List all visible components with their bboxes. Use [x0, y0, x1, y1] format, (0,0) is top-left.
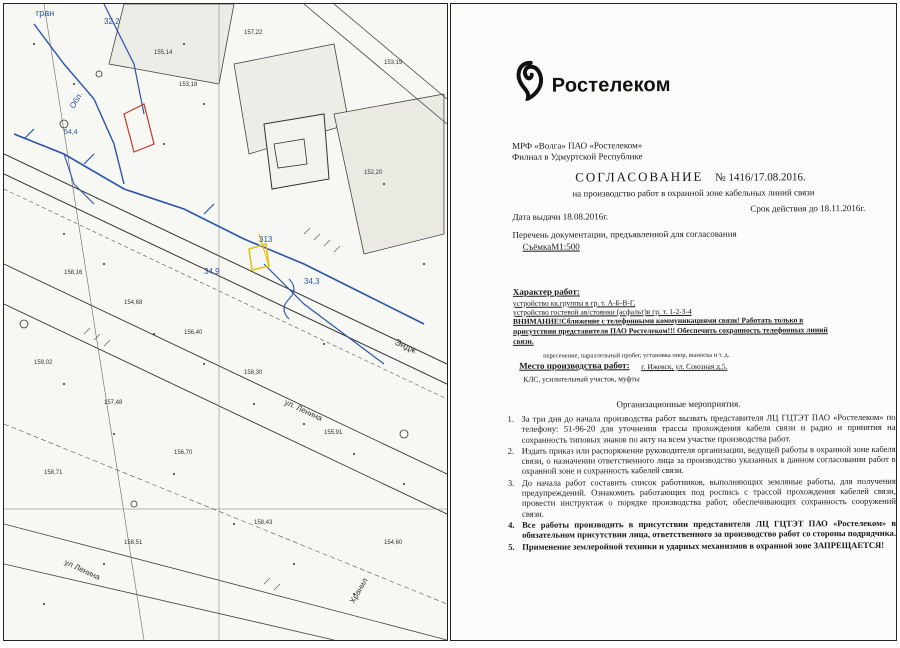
kls-line: КЛС, усилительный участок, муфты: [523, 374, 640, 384]
map-spot-18: 158,43: [254, 520, 273, 526]
map-label-shoulder: Обл.: [67, 90, 85, 110]
measure-num: 3.: [507, 477, 515, 488]
map-spot-4: 155,14: [154, 50, 173, 56]
warning-line-2: присутствии представителя ПАО Ростелеком!!! Обеспечить сохранность телефонных линий: [513, 325, 828, 336]
docs-list-label: Перечень документации, предъявленной для согласования: [512, 228, 737, 240]
map-spot-10: 159,02: [34, 360, 53, 366]
rostelecom-logo: [516, 60, 671, 101]
map-label-street-1: ул. Ленина: [283, 397, 324, 423]
work-line-2: устройство гостевой ав/стоянки (асфальт)в гр. т. 1-2-3-4: [512, 306, 692, 317]
map-spot-9: 156,40: [184, 330, 203, 336]
map-spot-6: 157,22: [244, 30, 263, 36]
map-spot-16: 152,20: [364, 170, 383, 176]
map-spot-15: 158,71: [44, 470, 63, 476]
map-label-corner: гран: [36, 8, 55, 18]
measure-num: 5.: [508, 541, 515, 552]
map-label-spot-2: 34,9: [204, 267, 220, 276]
location-label: Место производства работ:: [519, 360, 630, 371]
measure-text: Издать приказ или распоряжение руководителя организации, ведущей работы в охранной зоне кабеля связи, о назначении ответственного лица за производство указанных в данном согласовании работ в охранной зоне и сохранность кабелей связи.: [521, 443, 896, 477]
work-line-1: устройство кк.группы в гр. т. А-Б-В-Г,: [512, 298, 636, 308]
location-value: г. Ижевск, ул. Союзная д.5.: [641, 361, 728, 372]
measure-text: Все работы производить в присутствии представителя ЛЦ ГЦТЭТ ПАО «Ростелеком» в обязательном присутствии лица, ответственного за производство работ со стороны подрядчика.: [522, 517, 897, 541]
measure-text: До начала работ составить список работников, выполняющих земляные работы, для получения предупреждений. Ознакомить работающих под роспись с трассой прохождения кабелей связи, провести инструктаж о порядке производства работ, обеспечивающих сохранность сооружений связи.: [521, 475, 896, 519]
map-spot-14: 156,70: [174, 450, 193, 456]
map-spot-12: 157,48: [104, 400, 123, 406]
issue-date: Дата выдачи 18.08.2016г.: [512, 211, 609, 222]
map-spot-19: 158,51: [124, 540, 143, 546]
map-label-road: Эндж: [393, 336, 418, 356]
measure-text: За три дня до начала производства работ вызвать представителя ЛЦ ГЦТЭТ ПАО «Ростелеком» по телефону: 51-96-20 для уточнения трассы прохождения кабеля связи и радио и принятия на сохранность типовых знаков по акту на всем участке производства работ.: [521, 411, 896, 445]
measure-item-3: [508, 476, 896, 519]
map-spot-17: 153,15: [384, 60, 403, 66]
measures-list: [507, 412, 896, 553]
map-spot-13: 155,91: [324, 430, 343, 436]
approval-document-panel: [450, 3, 897, 641]
logo-text: Ростелеком: [551, 73, 671, 97]
measure-num: 2.: [507, 445, 515, 456]
map-label-street-3: Хранил: [347, 576, 370, 605]
measure-item-5: [508, 539, 896, 551]
map-spot-7: 158,16: [64, 270, 83, 276]
survey-map: [4, 4, 447, 640]
warning-line-1: ВНИМАНИЕ!Сближение с телефонными коммуникациями связи! Работать только в: [512, 315, 804, 326]
map-spot-5: 153,18: [179, 82, 198, 88]
rostelecom-logo-icon: [516, 61, 546, 101]
map-label-street-2: ул Ленина: [63, 557, 102, 582]
document-title: СОГЛАСОВАНИЕ: [575, 168, 704, 185]
org-line-1: МРФ «Волга» ПАО «Ростелеком»: [512, 140, 643, 151]
map-label-grade: 54,4: [64, 129, 78, 136]
valid-until: Срок действия до 18.11.2016г.: [750, 202, 866, 214]
docs-list-value: СъёмкаМ1:500: [522, 241, 580, 252]
measure-text: Применение землеройной техники и ударных механизмов в охранной зоне ЗАПРЕЩАЕТСЯ!: [522, 539, 885, 552]
measure-item-4: [508, 518, 896, 541]
work-header: Характер работ:: [512, 286, 580, 297]
map-label-spot-1: 34,3: [304, 277, 320, 286]
warning-line-3: связи.: [513, 336, 534, 346]
approval-document: [450, 3, 897, 641]
map-spot-20: 154,60: [384, 540, 403, 546]
map-spot-8: 154,68: [124, 300, 143, 306]
measure-num: 4.: [508, 519, 515, 530]
map-label-spot-3: 313: [259, 235, 273, 244]
document-number: № 1416/17.08.2016.: [715, 171, 806, 184]
measure-item-2: [508, 444, 896, 477]
measure-item-1: [507, 412, 895, 445]
crossing-note: пересечение, параллельный пробег, установка опор, выноска и т. д.: [543, 351, 730, 360]
map-label-vertical: 32,2: [104, 17, 120, 26]
document-subtitle: на производство работ в охранной зоне кабельных линий связи: [572, 187, 815, 199]
survey-map-panel: [3, 3, 448, 641]
map-spot-11: 158,30: [244, 370, 263, 376]
measure-num: 1.: [507, 413, 514, 424]
org-line-2: Филиал в Удмуртской Республике: [512, 151, 643, 162]
measures-header: Организационные мероприятия.: [616, 398, 741, 410]
